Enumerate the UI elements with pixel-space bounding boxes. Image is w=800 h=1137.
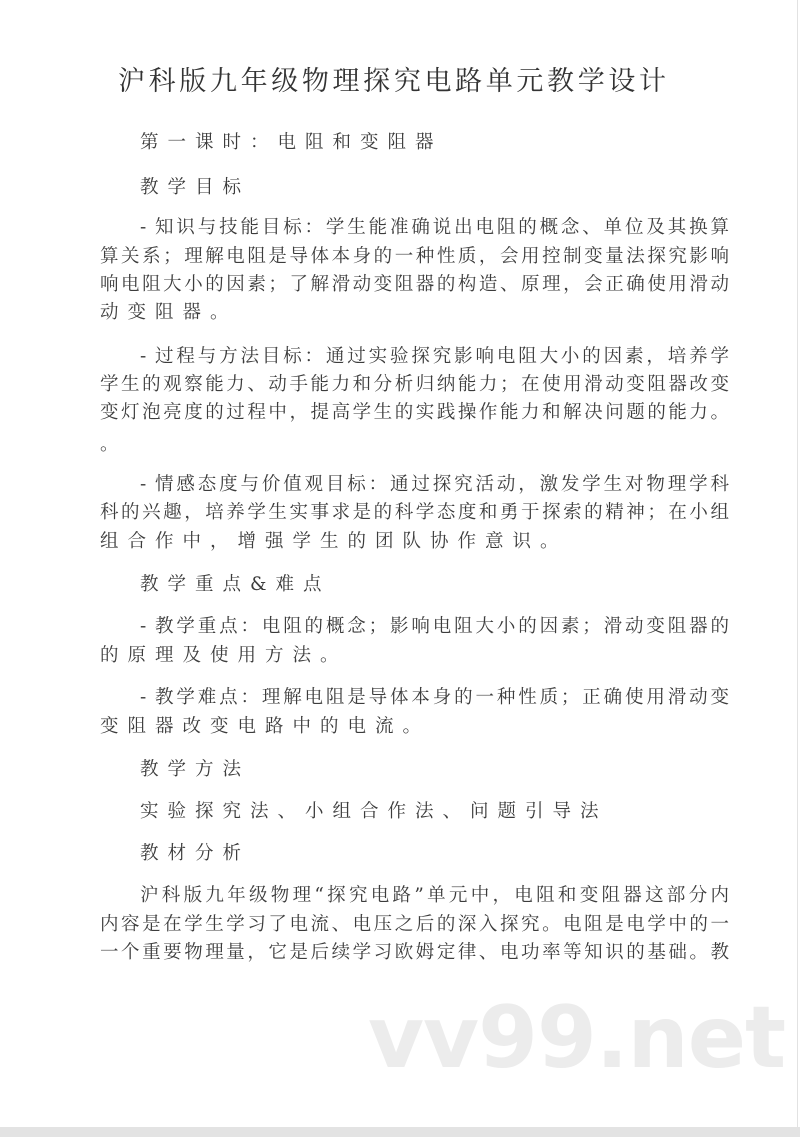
goal3-line: 科的兴趣，培养学生实事求是的科学态度和勇于探索的精神；在小组 — [100, 502, 729, 523]
document-title: 沪科版九年级物理探究电路单元教学设计 — [118, 66, 666, 97]
difficult-point-line: - 教学难点：理解电阻是导体本身的一种性质；正确使用滑动变 — [140, 687, 729, 708]
analysis-line: 一个重要物理量，它是后续学习欧姆定律、电功率等知识的基础。教 — [100, 942, 729, 963]
difficult-point-line: 变阻器改变电路中的电流。 — [100, 716, 431, 737]
analysis-line: 沪科版九年级物理“探究电路”单元中，电阻和变阻器这部分内 — [140, 885, 729, 906]
key-point-line: 的原理及使用方法。 — [100, 645, 348, 666]
lesson-heading: 第一课时：电阻和变阻器 — [140, 132, 443, 153]
key-heading: 教学重点&难点 — [140, 574, 331, 595]
page-bottom-edge — [0, 1127, 800, 1137]
goal2-line: 学生的观察能力、动手能力和分析归纳能力；在使用滑动变阻器改变 — [100, 374, 729, 395]
goal1-line: 响电阻大小的因素；了解滑动变阻器的构造、原理，会正确使用滑动 — [100, 274, 729, 295]
method-heading: 教学方法 — [140, 759, 251, 780]
method-text: 实验探究法、小组合作法、问题引导法 — [140, 801, 608, 822]
goal3-line: 组合作中，增强学生的团队协作意识。 — [100, 531, 568, 552]
goals-heading: 教学目标 — [140, 177, 251, 198]
key-point-line: - 教学重点：电阻的概念；影响电阻大小的因素；滑动变阻器的 — [140, 616, 729, 637]
goal1-line: 动变阻器。 — [100, 302, 238, 323]
analysis-line: 内容是在学生学习了电流、电压之后的深入探究。电阻是电学中的一 — [100, 914, 729, 935]
analysis-heading: 教材分析 — [140, 843, 251, 864]
goal2-line: - 过程与方法目标：通过实验探究影响电阻大小的因素，培养学 — [140, 346, 729, 367]
goal2-line: 变灯泡亮度的过程中，提高学生的实践操作能力和解决问题的能力。 — [100, 402, 729, 423]
goal3-line: - 情感态度与价值观目标：通过探究活动，激发学生对物理学科 — [140, 474, 729, 495]
goal1-line: - 知识与技能目标：学生能准确说出电阻的概念、单位及其换算 — [140, 217, 729, 238]
goal1-line: 算关系；理解电阻是导体本身的一种性质，会用控制变量法探究影响 — [100, 246, 729, 267]
goal2-line: 。 — [100, 434, 128, 455]
watermark: vv99.net — [368, 988, 786, 1088]
